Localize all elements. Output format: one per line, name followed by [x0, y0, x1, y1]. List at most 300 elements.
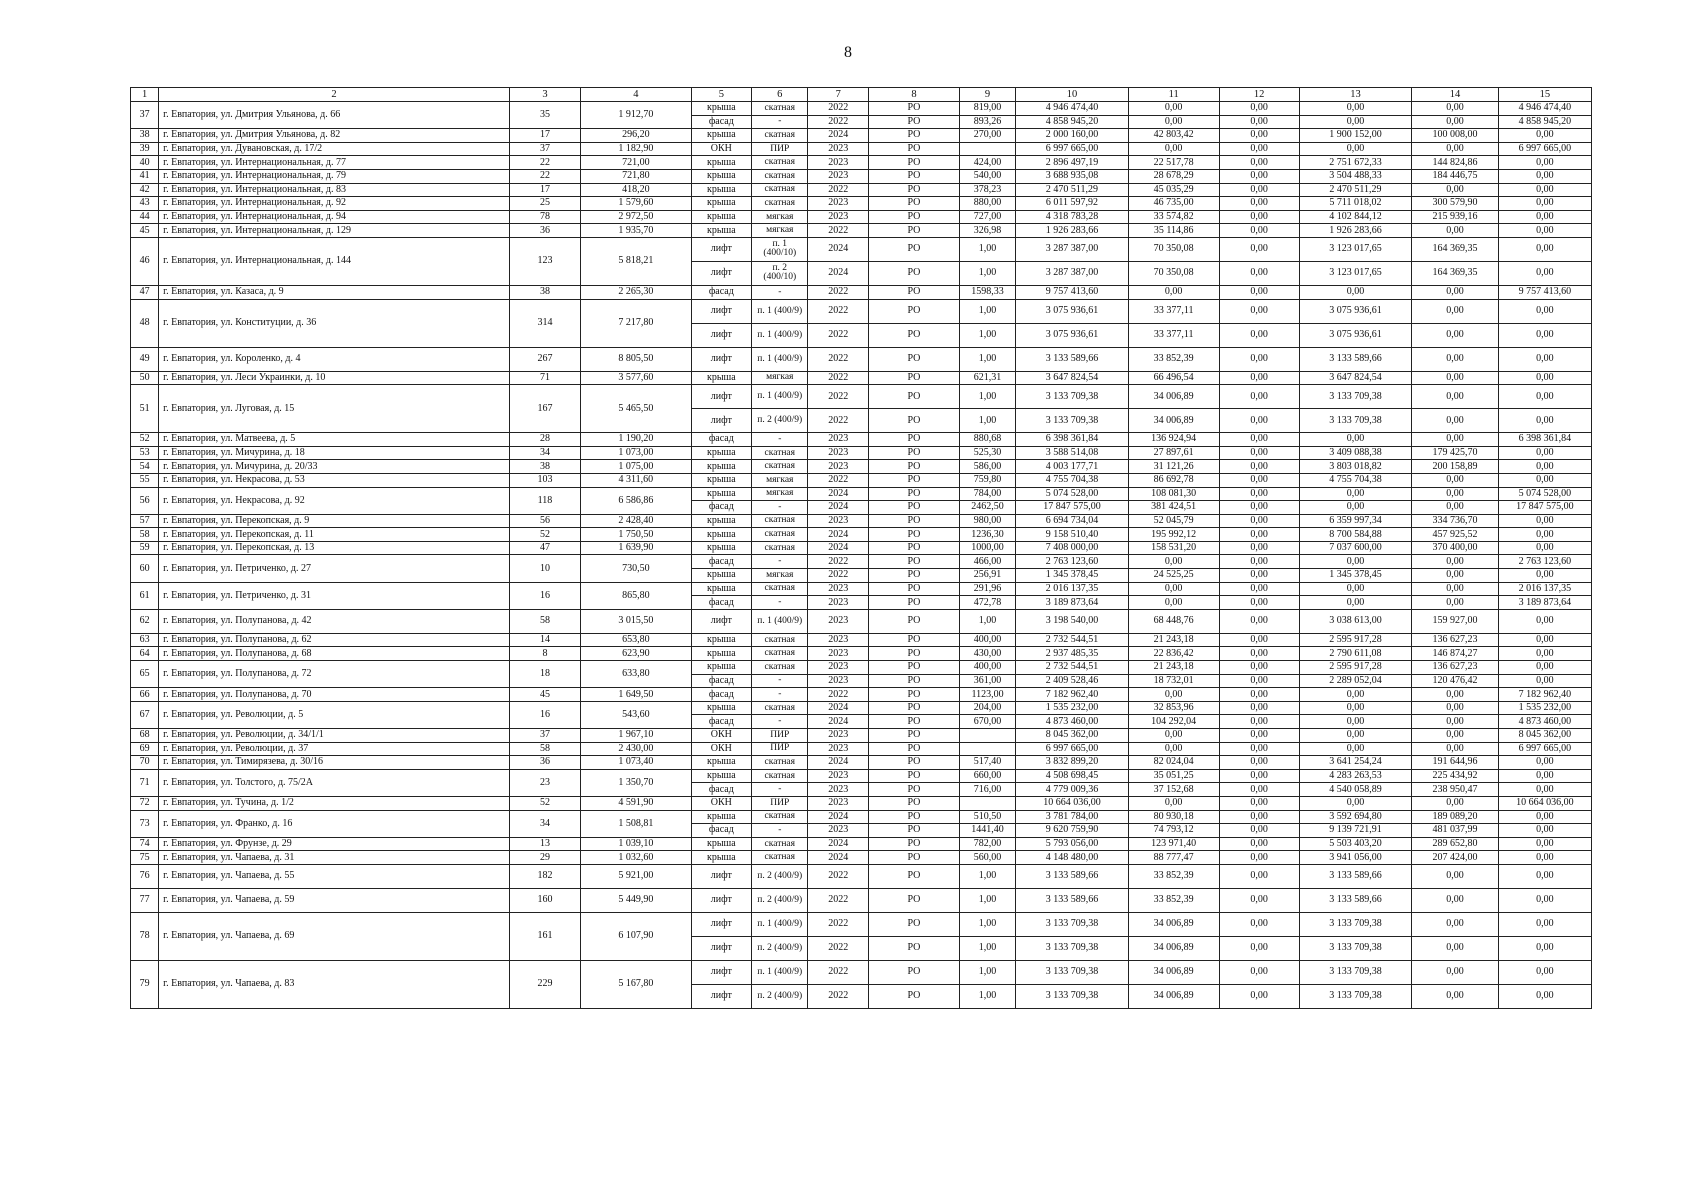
year-cell: 2024 [808, 528, 869, 542]
volume-cell: 1,00 [959, 960, 1015, 984]
cost-total-cell: 3 781 784,00 [1016, 810, 1129, 824]
col4-cell: 6 586,86 [581, 487, 691, 514]
type-cell: скатная [752, 810, 808, 824]
type-cell: скатная [752, 756, 808, 770]
row-number: 65 [131, 661, 159, 688]
col13-cell: 3 133 709,38 [1299, 385, 1412, 409]
col15-cell: 0,00 [1498, 864, 1591, 888]
col13-cell: 3 941 056,00 [1299, 851, 1412, 865]
col12-cell: 0,00 [1219, 183, 1299, 197]
element-cell: лифт [691, 609, 752, 633]
cost-total-cell: 3 287 387,00 [1016, 237, 1129, 261]
source-cell: РО [869, 102, 960, 116]
col13-cell: 6 359 997,34 [1299, 514, 1412, 528]
cost-total-cell: 3 075 936,61 [1016, 323, 1129, 347]
col11-cell: 35 114,86 [1128, 224, 1219, 238]
col12-cell: 0,00 [1219, 729, 1299, 743]
col3-cell: 160 [509, 888, 580, 912]
col15-cell: 0,00 [1498, 528, 1591, 542]
col15-cell: 0,00 [1498, 446, 1591, 460]
col11-cell: 0,00 [1128, 742, 1219, 756]
year-cell: 2023 [808, 197, 869, 211]
source-cell: РО [869, 224, 960, 238]
col4-cell: 5 921,00 [581, 864, 691, 888]
col4-cell: 1 190,20 [581, 433, 691, 447]
col11-cell: 68 448,76 [1128, 609, 1219, 633]
col14-cell: 136 627,23 [1412, 661, 1499, 675]
column-number-header: 11 [1128, 88, 1219, 102]
cost-total-cell: 3 133 589,66 [1016, 864, 1129, 888]
col15-cell: 0,00 [1498, 783, 1591, 797]
col14-cell: 0,00 [1412, 473, 1499, 487]
col11-cell: 33 574,82 [1128, 210, 1219, 224]
cost-total-cell: 3 688 935,08 [1016, 169, 1129, 183]
cost-total-cell: 9 757 413,60 [1016, 285, 1129, 299]
col11-cell: 33 377,11 [1128, 299, 1219, 323]
type-cell: мягкая [752, 569, 808, 583]
col3-cell: 161 [509, 912, 580, 960]
column-number-header: 4 [581, 88, 691, 102]
col3-cell: 16 [509, 701, 580, 728]
volume-cell: 361,00 [959, 674, 1015, 688]
col11-cell: 88 777,47 [1128, 851, 1219, 865]
address-cell: г. Евпатория, ул. Толстого, д. 75/2А [159, 769, 510, 796]
address-cell: г. Евпатория, ул. Фрунзе, д. 29 [159, 837, 510, 851]
col14-cell: 0,00 [1412, 487, 1499, 501]
col12-cell: 0,00 [1219, 769, 1299, 783]
element-cell: фасад [691, 715, 752, 729]
col12-cell: 0,00 [1219, 633, 1299, 647]
volume-cell: 1,00 [959, 984, 1015, 1008]
type-cell: п. 1 (400/9) [752, 385, 808, 409]
col15-cell: 1 535 232,00 [1498, 701, 1591, 715]
year-cell: 2022 [808, 555, 869, 569]
col12-cell: 0,00 [1219, 756, 1299, 770]
col14-cell: 0,00 [1412, 569, 1499, 583]
cost-total-cell: 2 000 160,00 [1016, 129, 1129, 143]
address-cell: г. Евпатория, ул. Революции, д. 5 [159, 701, 510, 728]
year-cell: 2024 [808, 261, 869, 285]
col14-cell: 481 037,99 [1412, 824, 1499, 838]
col4-cell: 6 107,90 [581, 912, 691, 960]
col12-cell: 0,00 [1219, 197, 1299, 211]
table-row [131, 285, 1592, 299]
table-row [131, 129, 1592, 143]
col15-cell: 0,00 [1498, 647, 1591, 661]
type-cell: скатная [752, 460, 808, 474]
address-cell: г. Евпатория, ул. Мичурина, д. 20/33 [159, 460, 510, 474]
col13-cell: 3 133 709,38 [1299, 960, 1412, 984]
col13-cell: 3 133 709,38 [1299, 409, 1412, 433]
col12-cell: 0,00 [1219, 984, 1299, 1008]
type-cell: п. 1 (400/9) [752, 609, 808, 633]
column-number-row [131, 88, 1592, 102]
column-number-header: 12 [1219, 88, 1299, 102]
col14-cell: 100 008,00 [1412, 129, 1499, 143]
type-cell: п. 1 (400/9) [752, 912, 808, 936]
volume-cell: 1,00 [959, 299, 1015, 323]
col13-cell: 3 133 709,38 [1299, 936, 1412, 960]
volume-cell: 880,00 [959, 197, 1015, 211]
col13-cell: 8 700 584,88 [1299, 528, 1412, 542]
col3-cell: 25 [509, 197, 580, 211]
row-number: 77 [131, 888, 159, 912]
col11-cell: 195 992,12 [1128, 528, 1219, 542]
table-row [131, 647, 1592, 661]
row-number: 61 [131, 582, 159, 609]
element-cell: ОКН [691, 796, 752, 810]
address-cell: г. Евпатория, ул. Интернациональная, д. 92 [159, 197, 510, 211]
volume-cell: 670,00 [959, 715, 1015, 729]
col13-cell: 3 504 488,33 [1299, 169, 1412, 183]
col3-cell: 17 [509, 129, 580, 143]
column-number-header: 7 [808, 88, 869, 102]
address-cell: г. Евпатория, ул. Чапаева, д. 69 [159, 912, 510, 960]
table-row [131, 473, 1592, 487]
col3-cell: 28 [509, 433, 580, 447]
table-row [131, 299, 1592, 323]
volume-cell [959, 742, 1015, 756]
col3-cell: 52 [509, 796, 580, 810]
address-cell: г. Евпатория, ул. Чапаева, д. 55 [159, 864, 510, 888]
row-number: 69 [131, 742, 159, 756]
source-cell: РО [869, 609, 960, 633]
element-cell: крыша [691, 371, 752, 385]
col4-cell: 1 912,70 [581, 102, 691, 129]
year-cell: 2023 [808, 824, 869, 838]
address-cell: г. Евпатория, ул. Тучина, д. 1/2 [159, 796, 510, 810]
type-cell: скатная [752, 156, 808, 170]
cost-total-cell: 4 858 945,20 [1016, 115, 1129, 129]
element-cell: крыша [691, 487, 752, 501]
col4-cell: 1 032,60 [581, 851, 691, 865]
col13-cell: 3 133 709,38 [1299, 912, 1412, 936]
element-cell: крыша [691, 514, 752, 528]
cost-total-cell: 3 588 514,08 [1016, 446, 1129, 460]
cost-total-cell: 4 148 480,00 [1016, 851, 1129, 865]
year-cell: 2023 [808, 596, 869, 610]
source-cell: РО [869, 633, 960, 647]
col14-cell: 0,00 [1412, 729, 1499, 743]
col15-cell: 0,00 [1498, 299, 1591, 323]
col4-cell: 1 649,50 [581, 688, 691, 702]
element-cell: крыша [691, 210, 752, 224]
cost-total-cell: 4 508 698,45 [1016, 769, 1129, 783]
table-row [131, 433, 1592, 447]
cost-total-cell: 6 997 665,00 [1016, 742, 1129, 756]
address-cell: г. Евпатория, ул. Леси Украинки, д. 10 [159, 371, 510, 385]
col11-cell: 31 121,26 [1128, 460, 1219, 474]
source-cell: РО [869, 984, 960, 1008]
year-cell: 2024 [808, 810, 869, 824]
volume-cell: 510,50 [959, 810, 1015, 824]
col4-cell: 2 428,40 [581, 514, 691, 528]
row-number: 56 [131, 487, 159, 514]
col14-cell: 164 369,35 [1412, 261, 1499, 285]
source-cell: РО [869, 960, 960, 984]
volume-cell: 1,00 [959, 237, 1015, 261]
col13-cell: 0,00 [1299, 115, 1412, 129]
col14-cell: 0,00 [1412, 183, 1499, 197]
col4-cell: 5 167,80 [581, 960, 691, 1008]
year-cell: 2024 [808, 837, 869, 851]
col3-cell: 78 [509, 210, 580, 224]
col12-cell: 0,00 [1219, 156, 1299, 170]
cost-total-cell: 4 755 704,38 [1016, 473, 1129, 487]
col12-cell: 0,00 [1219, 210, 1299, 224]
col14-cell: 191 644,96 [1412, 756, 1499, 770]
year-cell: 2024 [808, 487, 869, 501]
col12-cell: 0,00 [1219, 851, 1299, 865]
year-cell: 2023 [808, 142, 869, 156]
col15-cell: 3 189 873,64 [1498, 596, 1591, 610]
type-cell: скатная [752, 701, 808, 715]
element-cell: лифт [691, 299, 752, 323]
col14-cell: 0,00 [1412, 912, 1499, 936]
address-cell: г. Евпатория, ул. Революции, д. 37 [159, 742, 510, 756]
cost-total-cell: 9 620 759,90 [1016, 824, 1129, 838]
volume-cell: 1,00 [959, 347, 1015, 371]
row-number: 60 [131, 555, 159, 582]
col15-cell: 4 873 460,00 [1498, 715, 1591, 729]
volume-cell: 1000,00 [959, 541, 1015, 555]
col14-cell: 238 950,47 [1412, 783, 1499, 797]
col3-cell: 56 [509, 514, 580, 528]
year-cell: 2023 [808, 433, 869, 447]
source-cell: РО [869, 347, 960, 371]
table-row [131, 541, 1592, 555]
address-cell: г. Евпатория, ул. Петриченко, д. 27 [159, 555, 510, 582]
col12-cell: 0,00 [1219, 528, 1299, 542]
year-cell: 2024 [808, 541, 869, 555]
col4-cell: 5 449,90 [581, 888, 691, 912]
col13-cell: 1 345 378,45 [1299, 569, 1412, 583]
type-cell: скатная [752, 769, 808, 783]
source-cell: РО [869, 555, 960, 569]
type-cell: скатная [752, 183, 808, 197]
year-cell: 2022 [808, 960, 869, 984]
col14-cell: 184 446,75 [1412, 169, 1499, 183]
col13-cell: 3 123 017,65 [1299, 261, 1412, 285]
cost-total-cell: 3 133 589,66 [1016, 347, 1129, 371]
col4-cell: 1 967,10 [581, 729, 691, 743]
row-number: 58 [131, 528, 159, 542]
col4-cell: 1 075,00 [581, 460, 691, 474]
year-cell: 2022 [808, 371, 869, 385]
col13-cell: 3 641 254,24 [1299, 756, 1412, 770]
col15-cell: 2 016 137,35 [1498, 582, 1591, 596]
source-cell: РО [869, 446, 960, 460]
table-row [131, 756, 1592, 770]
table-row [131, 224, 1592, 238]
type-cell: скатная [752, 661, 808, 675]
type-cell: мягкая [752, 224, 808, 238]
row-number: 70 [131, 756, 159, 770]
col4-cell: 653,80 [581, 633, 691, 647]
col15-cell: 0,00 [1498, 156, 1591, 170]
col11-cell: 123 971,40 [1128, 837, 1219, 851]
element-cell: крыша [691, 528, 752, 542]
type-cell: - [752, 783, 808, 797]
col3-cell: 58 [509, 609, 580, 633]
volume-cell: 472,78 [959, 596, 1015, 610]
type-cell: п. 2 (400/9) [752, 936, 808, 960]
element-cell: крыша [691, 851, 752, 865]
col12-cell: 0,00 [1219, 810, 1299, 824]
col13-cell: 1 900 152,00 [1299, 129, 1412, 143]
source-cell: РО [869, 129, 960, 143]
col13-cell: 2 595 917,28 [1299, 633, 1412, 647]
element-cell: крыша [691, 633, 752, 647]
cost-total-cell: 5 793 056,00 [1016, 837, 1129, 851]
col11-cell: 33 852,39 [1128, 864, 1219, 888]
type-cell: п. 2 (400/10) [752, 261, 808, 285]
col3-cell: 17 [509, 183, 580, 197]
col11-cell: 27 897,61 [1128, 446, 1219, 460]
row-number: 43 [131, 197, 159, 211]
col11-cell: 80 930,18 [1128, 810, 1219, 824]
col14-cell: 0,00 [1412, 323, 1499, 347]
type-cell: ПИР [752, 142, 808, 156]
source-cell: РО [869, 433, 960, 447]
cost-total-cell: 2 732 544,51 [1016, 661, 1129, 675]
col11-cell: 0,00 [1128, 555, 1219, 569]
col12-cell: 0,00 [1219, 715, 1299, 729]
col14-cell: 0,00 [1412, 742, 1499, 756]
source-cell: РО [869, 487, 960, 501]
year-cell: 2022 [808, 323, 869, 347]
volume-cell: 1,00 [959, 912, 1015, 936]
column-number-header: 10 [1016, 88, 1129, 102]
source-cell: РО [869, 183, 960, 197]
col15-cell: 0,00 [1498, 210, 1591, 224]
table-row [131, 142, 1592, 156]
year-cell: 2023 [808, 647, 869, 661]
source-cell: РО [869, 569, 960, 583]
element-cell: крыша [691, 197, 752, 211]
row-number: 46 [131, 237, 159, 285]
table-row [131, 796, 1592, 810]
row-number: 52 [131, 433, 159, 447]
col11-cell: 21 243,18 [1128, 633, 1219, 647]
address-cell: г. Евпатория, ул. Интернациональная, д. 83 [159, 183, 510, 197]
type-cell: п. 2 (400/9) [752, 888, 808, 912]
table-row [131, 555, 1592, 569]
row-number: 44 [131, 210, 159, 224]
table-row [131, 156, 1592, 170]
element-cell: лифт [691, 960, 752, 984]
address-cell: г. Евпатория, ул. Короленко, д. 4 [159, 347, 510, 371]
address-cell: г. Евпатория, ул. Интернациональная, д. 129 [159, 224, 510, 238]
address-cell: г. Евпатория, ул. Франко, д. 16 [159, 810, 510, 837]
year-cell: 2022 [808, 888, 869, 912]
type-cell: скатная [752, 446, 808, 460]
address-cell: г. Евпатория, ул. Чапаева, д. 83 [159, 960, 510, 1008]
type-cell: - [752, 115, 808, 129]
col13-cell: 5 711 018,02 [1299, 197, 1412, 211]
col15-cell: 0,00 [1498, 514, 1591, 528]
type-cell: скатная [752, 647, 808, 661]
year-cell: 2022 [808, 912, 869, 936]
col3-cell: 29 [509, 851, 580, 865]
col14-cell: 0,00 [1412, 796, 1499, 810]
volume-cell: 759,80 [959, 473, 1015, 487]
col11-cell: 86 692,78 [1128, 473, 1219, 487]
col4-cell: 1 750,50 [581, 528, 691, 542]
type-cell: - [752, 674, 808, 688]
col14-cell: 0,00 [1412, 115, 1499, 129]
col12-cell: 0,00 [1219, 347, 1299, 371]
col3-cell: 18 [509, 661, 580, 688]
type-cell: - [752, 501, 808, 515]
source-cell: РО [869, 514, 960, 528]
col15-cell: 0,00 [1498, 912, 1591, 936]
table-row [131, 729, 1592, 743]
row-number: 64 [131, 647, 159, 661]
col13-cell: 0,00 [1299, 715, 1412, 729]
year-cell: 2023 [808, 796, 869, 810]
year-cell: 2022 [808, 224, 869, 238]
volume-cell: 1,00 [959, 323, 1015, 347]
source-cell: РО [869, 688, 960, 702]
table-row [131, 385, 1592, 409]
col14-cell: 0,00 [1412, 347, 1499, 371]
cost-total-cell: 3 198 540,00 [1016, 609, 1129, 633]
col4-cell: 721,00 [581, 156, 691, 170]
row-number: 73 [131, 810, 159, 837]
col4-cell: 5 465,50 [581, 385, 691, 433]
volume-cell: 1,00 [959, 936, 1015, 960]
col14-cell: 0,00 [1412, 142, 1499, 156]
col12-cell: 0,00 [1219, 796, 1299, 810]
element-cell: крыша [691, 169, 752, 183]
address-cell: г. Евпатория, ул. Перекопская, д. 13 [159, 541, 510, 555]
element-cell: фасад [691, 115, 752, 129]
element-cell: крыша [691, 156, 752, 170]
source-cell: РО [869, 936, 960, 960]
col11-cell: 37 152,68 [1128, 783, 1219, 797]
source-cell: РО [869, 715, 960, 729]
col13-cell: 2 790 611,08 [1299, 647, 1412, 661]
col15-cell: 17 847 575,00 [1498, 501, 1591, 515]
table-row [131, 661, 1592, 675]
col13-cell: 0,00 [1299, 582, 1412, 596]
table-row [131, 460, 1592, 474]
col4-cell: 1 639,90 [581, 541, 691, 555]
col15-cell: 0,00 [1498, 460, 1591, 474]
col11-cell: 0,00 [1128, 582, 1219, 596]
col15-cell: 0,00 [1498, 837, 1591, 851]
col11-cell: 0,00 [1128, 142, 1219, 156]
col13-cell: 0,00 [1299, 596, 1412, 610]
row-number: 79 [131, 960, 159, 1008]
row-number: 41 [131, 169, 159, 183]
col15-cell: 4 946 474,40 [1498, 102, 1591, 116]
cost-total-cell: 7 408 000,00 [1016, 541, 1129, 555]
col12-cell: 0,00 [1219, 285, 1299, 299]
row-number: 66 [131, 688, 159, 702]
row-number: 51 [131, 385, 159, 433]
col3-cell: 38 [509, 285, 580, 299]
col15-cell: 4 858 945,20 [1498, 115, 1591, 129]
col11-cell: 34 006,89 [1128, 960, 1219, 984]
type-cell: п. 1 (400/9) [752, 960, 808, 984]
col11-cell: 35 051,25 [1128, 769, 1219, 783]
col12-cell: 0,00 [1219, 569, 1299, 583]
col14-cell: 0,00 [1412, 285, 1499, 299]
address-cell: г. Евпатория, ул. Перекопская, д. 11 [159, 528, 510, 542]
source-cell: РО [869, 796, 960, 810]
